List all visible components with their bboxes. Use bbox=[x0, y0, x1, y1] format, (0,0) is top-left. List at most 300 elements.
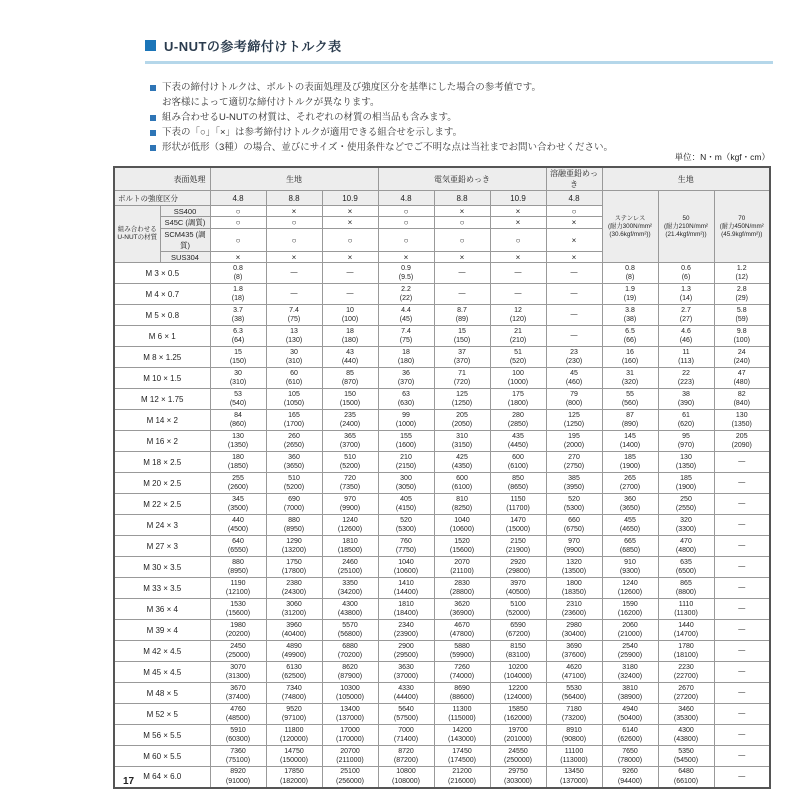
right-header-cell: ステンレス (耐力300N/mm² (30.6kgf/mm²)) bbox=[602, 191, 658, 263]
torque-cell: 2980 (30400) bbox=[546, 620, 602, 641]
table-row bbox=[114, 515, 770, 536]
size-label: M 6 × 1 bbox=[114, 326, 210, 347]
torque-cell: 2340 (23900) bbox=[378, 620, 434, 641]
torque-cell: 1410 (14400) bbox=[378, 578, 434, 599]
bullet-square-icon bbox=[150, 145, 156, 151]
compatibility-mark: × bbox=[322, 252, 378, 263]
torque-cell: — bbox=[714, 662, 770, 683]
torque-cell: 7.4 (75) bbox=[266, 305, 322, 326]
torque-cell: 1290 (13200) bbox=[266, 536, 322, 557]
compatibility-mark: ○ bbox=[434, 229, 490, 252]
torque-cell: — bbox=[490, 284, 546, 305]
size-label: M 12 × 1.75 bbox=[114, 389, 210, 410]
title-accent-square-icon bbox=[145, 40, 156, 51]
torque-cell: 1750 (17800) bbox=[266, 557, 322, 578]
torque-cell: 180 (1850) bbox=[210, 452, 266, 473]
torque-cell: 520 (5300) bbox=[546, 494, 602, 515]
torque-cell: 405 (4150) bbox=[378, 494, 434, 515]
torque-cell: 3670 (37400) bbox=[210, 683, 266, 704]
torque-cell: 7650 (78000) bbox=[602, 746, 658, 767]
torque-cell: — bbox=[714, 557, 770, 578]
header-row-surface bbox=[114, 167, 770, 191]
torque-cell: 30 (310) bbox=[266, 347, 322, 368]
table-row bbox=[114, 368, 770, 389]
torque-cell: 600 (6100) bbox=[434, 473, 490, 494]
torque-cell: 1530 (15600) bbox=[210, 599, 266, 620]
torque-cell: 36 (370) bbox=[378, 368, 434, 389]
size-label: M 16 × 2 bbox=[114, 431, 210, 452]
torque-table bbox=[113, 166, 771, 789]
torque-cell: 5530 (56400) bbox=[546, 683, 602, 704]
torque-cell: 3180 (32400) bbox=[602, 662, 658, 683]
torque-cell: 29750 (303000) bbox=[490, 767, 546, 788]
torque-cell: 5.8 (59) bbox=[714, 305, 770, 326]
surface-group-label: 電気亜鉛めっき bbox=[378, 167, 546, 191]
torque-cell: 0.9 (9.5) bbox=[378, 263, 434, 284]
torque-cell: 3970 (40500) bbox=[490, 578, 546, 599]
torque-cell: 16 (160) bbox=[602, 347, 658, 368]
torque-cell: 20700 (211000) bbox=[322, 746, 378, 767]
size-label: M 20 × 2.5 bbox=[114, 473, 210, 494]
size-label: M 27 × 3 bbox=[114, 536, 210, 557]
torque-cell: 7180 (73200) bbox=[546, 704, 602, 725]
torque-cell: 2.7 (27) bbox=[658, 305, 714, 326]
torque-cell: 0.8 (8) bbox=[602, 263, 658, 284]
torque-cell: 720 (7350) bbox=[322, 473, 378, 494]
torque-cell: 63 (630) bbox=[378, 389, 434, 410]
table-row bbox=[114, 284, 770, 305]
right-header-cell: 70 (耐力450N/mm² (45.9kgf/mm²)) bbox=[714, 191, 770, 263]
torque-cell: 4330 (44400) bbox=[378, 683, 434, 704]
strength-class-label: 8.8 bbox=[434, 191, 490, 206]
torque-cell: 850 (8650) bbox=[490, 473, 546, 494]
torque-cell: 3690 (37600) bbox=[546, 641, 602, 662]
torque-cell: 1810 (18500) bbox=[322, 536, 378, 557]
torque-cell: 265 (2700) bbox=[602, 473, 658, 494]
torque-cell: 23 (230) bbox=[546, 347, 602, 368]
size-label: M 48 × 5 bbox=[114, 683, 210, 704]
torque-cell: 1440 (14700) bbox=[658, 620, 714, 641]
torque-cell: 3070 (31300) bbox=[210, 662, 266, 683]
torque-cell: 8920 (91000) bbox=[210, 767, 266, 788]
torque-cell: 15 (150) bbox=[210, 347, 266, 368]
compatibility-mark: ○ bbox=[434, 217, 490, 229]
torque-cell: 1190 (12100) bbox=[210, 578, 266, 599]
torque-cell: 13 (130) bbox=[266, 326, 322, 347]
torque-cell: 5570 (56800) bbox=[322, 620, 378, 641]
size-label: M 5 × 0.8 bbox=[114, 305, 210, 326]
table-row bbox=[114, 620, 770, 641]
torque-cell: 8910 (90800) bbox=[546, 725, 602, 746]
page-number: 17 bbox=[123, 776, 135, 787]
torque-cell: 2.2 (22) bbox=[378, 284, 434, 305]
torque-cell: 2670 (27200) bbox=[658, 683, 714, 704]
torque-cell: 345 (3500) bbox=[210, 494, 266, 515]
table-row bbox=[114, 473, 770, 494]
note-line bbox=[150, 80, 613, 95]
torque-cell: 2060 (21000) bbox=[602, 620, 658, 641]
torque-cell: 12 (120) bbox=[490, 305, 546, 326]
torque-cell: 3350 (34200) bbox=[322, 578, 378, 599]
table-row bbox=[114, 704, 770, 725]
size-label: M 22 × 2.5 bbox=[114, 494, 210, 515]
torque-cell: 520 (5300) bbox=[378, 515, 434, 536]
torque-cell: 880 (8950) bbox=[210, 557, 266, 578]
torque-cell: 125 (1250) bbox=[434, 389, 490, 410]
surface-group-label: 溶融亜鉛めっき bbox=[546, 167, 602, 191]
torque-cell: — bbox=[266, 263, 322, 284]
torque-cell: 1470 (15000) bbox=[490, 515, 546, 536]
table-row bbox=[114, 389, 770, 410]
table-row bbox=[114, 326, 770, 347]
torque-cell: 970 (9900) bbox=[546, 536, 602, 557]
torque-cell: 165 (1700) bbox=[266, 410, 322, 431]
torque-cell: 47 (480) bbox=[714, 368, 770, 389]
material-name: SS400 bbox=[160, 206, 210, 217]
strength-class-label: 8.8 bbox=[266, 191, 322, 206]
torque-cell: 8720 (87200) bbox=[378, 746, 434, 767]
torque-cell: 1240 (12600) bbox=[602, 578, 658, 599]
torque-cell: 31 (320) bbox=[602, 368, 658, 389]
note-text: 形状が低形（3種）の場合、並びにサイズ・使用条件などでご不明な点は当社までお問い合わせください。 bbox=[162, 142, 614, 153]
torque-cell: 130 (1350) bbox=[714, 410, 770, 431]
torque-cell: 130 (1350) bbox=[658, 452, 714, 473]
torque-cell: 910 (9300) bbox=[602, 557, 658, 578]
torque-cell: 4620 (47100) bbox=[546, 662, 602, 683]
torque-cell: 60 (610) bbox=[266, 368, 322, 389]
compatibility-mark: ○ bbox=[210, 229, 266, 252]
torque-cell: 82 (840) bbox=[714, 389, 770, 410]
material-group-label: 組み合わせる U-NUTの材質 bbox=[114, 206, 160, 263]
torque-cell: — bbox=[434, 284, 490, 305]
torque-cell: 18 (180) bbox=[378, 347, 434, 368]
unit-note: 単位：N・m（kgf・cm） bbox=[674, 152, 770, 162]
strength-class-label: 10.9 bbox=[490, 191, 546, 206]
torque-cell: 1520 (15600) bbox=[434, 536, 490, 557]
torque-cell: 30 (310) bbox=[210, 368, 266, 389]
compatibility-mark: × bbox=[490, 206, 546, 217]
torque-cell: 37 (370) bbox=[434, 347, 490, 368]
torque-cell: 25100 (256000) bbox=[322, 767, 378, 788]
torque-cell: 640 (6550) bbox=[210, 536, 266, 557]
size-label: M 42 × 4.5 bbox=[114, 641, 210, 662]
table-row bbox=[114, 641, 770, 662]
torque-cell: 1780 (18100) bbox=[658, 641, 714, 662]
torque-cell: 11300 (115000) bbox=[434, 704, 490, 725]
material-name: SCM435 (調質) bbox=[160, 229, 210, 252]
table-row bbox=[114, 431, 770, 452]
surface-group-label: 生地 bbox=[210, 167, 378, 191]
torque-cell: 150 (1500) bbox=[322, 389, 378, 410]
torque-cell: 425 (4350) bbox=[434, 452, 490, 473]
material-name: SUS304 bbox=[160, 252, 210, 263]
torque-cell: 5910 (60300) bbox=[210, 725, 266, 746]
torque-cell: 205 (2050) bbox=[434, 410, 490, 431]
torque-cell: 8690 (88600) bbox=[434, 683, 490, 704]
torque-cell: 14750 (150000) bbox=[266, 746, 322, 767]
note-line bbox=[162, 95, 613, 110]
torque-cell: 99 (1000) bbox=[378, 410, 434, 431]
torque-cell: 760 (7750) bbox=[378, 536, 434, 557]
torque-cell: 10200 (104000) bbox=[490, 662, 546, 683]
torque-cell: — bbox=[322, 263, 378, 284]
torque-cell: 280 (2850) bbox=[490, 410, 546, 431]
size-label: M 60 × 5.5 bbox=[114, 746, 210, 767]
torque-cell: 440 (4500) bbox=[210, 515, 266, 536]
torque-cell: 22 (223) bbox=[658, 368, 714, 389]
torque-cell: — bbox=[714, 620, 770, 641]
table-row bbox=[114, 599, 770, 620]
compatibility-mark: ○ bbox=[378, 217, 434, 229]
torque-cell: 55 (560) bbox=[602, 389, 658, 410]
torque-cell: 9260 (94400) bbox=[602, 767, 658, 788]
torque-cell: 3960 (40400) bbox=[266, 620, 322, 641]
torque-cell: 3.8 (38) bbox=[602, 305, 658, 326]
torque-cell: 8.7 (89) bbox=[434, 305, 490, 326]
torque-cell: — bbox=[434, 263, 490, 284]
compatibility-mark: ○ bbox=[378, 229, 434, 252]
torque-cell: 51 (520) bbox=[490, 347, 546, 368]
torque-cell: 175 (1800) bbox=[490, 389, 546, 410]
torque-cell: 365 (3700) bbox=[322, 431, 378, 452]
torque-cell: 95 (970) bbox=[658, 431, 714, 452]
size-label: M 30 × 3.5 bbox=[114, 557, 210, 578]
torque-cell: 14200 (143000) bbox=[434, 725, 490, 746]
note-line bbox=[150, 140, 613, 155]
torque-cell: 43 (440) bbox=[322, 347, 378, 368]
torque-cell: 435 (4450) bbox=[490, 431, 546, 452]
torque-cell: 17850 (182000) bbox=[266, 767, 322, 788]
torque-cell: 970 (9900) bbox=[322, 494, 378, 515]
compatibility-mark: × bbox=[546, 252, 602, 263]
strength-class-label: 10.9 bbox=[322, 191, 378, 206]
compatibility-mark: ○ bbox=[266, 217, 322, 229]
torque-cell: 4760 (48500) bbox=[210, 704, 266, 725]
torque-cell: 2150 (21900) bbox=[490, 536, 546, 557]
torque-cell: 4890 (49900) bbox=[266, 641, 322, 662]
torque-cell: 7000 (71400) bbox=[378, 725, 434, 746]
torque-cell: 2230 (22700) bbox=[658, 662, 714, 683]
torque-cell: 9.8 (100) bbox=[714, 326, 770, 347]
page-title: U-NUTの参考締付けトルク表 bbox=[164, 39, 342, 54]
torque-cell: 79 (800) bbox=[546, 389, 602, 410]
table-row bbox=[114, 683, 770, 704]
table-row bbox=[114, 746, 770, 767]
torque-cell: 2460 (25100) bbox=[322, 557, 378, 578]
torque-cell: — bbox=[714, 452, 770, 473]
torque-cell: 10 (100) bbox=[322, 305, 378, 326]
torque-cell: 2920 (29800) bbox=[490, 557, 546, 578]
torque-cell: 205 (2090) bbox=[714, 431, 770, 452]
torque-cell: 6.3 (64) bbox=[210, 326, 266, 347]
size-label: M 8 × 1.25 bbox=[114, 347, 210, 368]
torque-cell: — bbox=[714, 767, 770, 788]
torque-cell: 84 (860) bbox=[210, 410, 266, 431]
torque-cell: 310 (3150) bbox=[434, 431, 490, 452]
table-row bbox=[114, 536, 770, 557]
torque-cell: 2310 (23600) bbox=[546, 599, 602, 620]
bullet-square-icon bbox=[150, 130, 156, 136]
compatibility-mark: × bbox=[378, 252, 434, 263]
torque-cell: 635 (6500) bbox=[658, 557, 714, 578]
surface-group-label: 生地 bbox=[602, 167, 770, 191]
table-row bbox=[114, 725, 770, 746]
torque-cell: 4300 (43800) bbox=[322, 599, 378, 620]
torque-cell: 11100 (113000) bbox=[546, 746, 602, 767]
torque-cell: 2380 (24300) bbox=[266, 578, 322, 599]
torque-cell: 6590 (67200) bbox=[490, 620, 546, 641]
header-row-strength bbox=[114, 191, 770, 206]
torque-cell: 1.9 (19) bbox=[602, 284, 658, 305]
torque-cell: 1320 (13500) bbox=[546, 557, 602, 578]
size-label: M 24 × 3 bbox=[114, 515, 210, 536]
torque-cell: 3630 (37000) bbox=[378, 662, 434, 683]
torque-cell: 3060 (31200) bbox=[266, 599, 322, 620]
torque-cell: 510 (5200) bbox=[266, 473, 322, 494]
compatibility-mark: ○ bbox=[266, 229, 322, 252]
torque-cell: 15850 (162000) bbox=[490, 704, 546, 725]
torque-cell: 8150 (83100) bbox=[490, 641, 546, 662]
torque-cell: 4670 (47800) bbox=[434, 620, 490, 641]
torque-cell: 3620 (36900) bbox=[434, 599, 490, 620]
size-label: M 52 × 5 bbox=[114, 704, 210, 725]
bullet-square-icon bbox=[150, 115, 156, 121]
torque-cell: 270 (2750) bbox=[546, 452, 602, 473]
torque-cell: 470 (4800) bbox=[658, 536, 714, 557]
compatibility-mark: × bbox=[266, 252, 322, 263]
torque-cell: — bbox=[266, 284, 322, 305]
torque-cell: — bbox=[714, 704, 770, 725]
page-title-bar bbox=[145, 36, 773, 64]
torque-cell: 810 (8250) bbox=[434, 494, 490, 515]
table-row bbox=[114, 452, 770, 473]
size-label: M 10 × 1.5 bbox=[114, 368, 210, 389]
torque-cell: 1040 (10600) bbox=[378, 557, 434, 578]
torque-cell: 7360 (75100) bbox=[210, 746, 266, 767]
compatibility-mark: × bbox=[434, 206, 490, 217]
torque-cell: 260 (2650) bbox=[266, 431, 322, 452]
size-label: M 14 × 2 bbox=[114, 410, 210, 431]
torque-cell: — bbox=[714, 599, 770, 620]
torque-cell: 21 (210) bbox=[490, 326, 546, 347]
note-line bbox=[150, 125, 613, 140]
torque-cell: 6.5 (66) bbox=[602, 326, 658, 347]
table-row bbox=[114, 410, 770, 431]
strength-class-label: 4.8 bbox=[210, 191, 266, 206]
torque-cell: 21200 (216000) bbox=[434, 767, 490, 788]
compatibility-mark: × bbox=[266, 206, 322, 217]
torque-cell: — bbox=[714, 536, 770, 557]
compatibility-mark: ○ bbox=[490, 229, 546, 252]
torque-cell: 145 (1400) bbox=[602, 431, 658, 452]
torque-cell: — bbox=[714, 473, 770, 494]
torque-cell: 455 (4650) bbox=[602, 515, 658, 536]
torque-cell: 11800 (120000) bbox=[266, 725, 322, 746]
torque-cell: 24 (240) bbox=[714, 347, 770, 368]
torque-cell: 880 (8950) bbox=[266, 515, 322, 536]
bullet-square-icon bbox=[150, 85, 156, 91]
torque-cell: 2540 (25900) bbox=[602, 641, 658, 662]
torque-cell: — bbox=[714, 578, 770, 599]
torque-cell: 195 (2000) bbox=[546, 431, 602, 452]
torque-cell: 1.3 (14) bbox=[658, 284, 714, 305]
torque-cell: 510 (5200) bbox=[322, 452, 378, 473]
note-text: お客様によって適切な締付けトルクが異なります。 bbox=[162, 97, 380, 108]
torque-cell: 125 (1250) bbox=[546, 410, 602, 431]
material-name: S45C (調質) bbox=[160, 217, 210, 229]
torque-cell: 1980 (20200) bbox=[210, 620, 266, 641]
torque-cell: 1800 (18350) bbox=[546, 578, 602, 599]
torque-cell: 185 (1900) bbox=[658, 473, 714, 494]
torque-cell: 1.2 (12) bbox=[714, 263, 770, 284]
compatibility-mark: × bbox=[210, 252, 266, 263]
torque-cell: 7340 (74800) bbox=[266, 683, 322, 704]
table-row bbox=[114, 347, 770, 368]
torque-cell: 85 (870) bbox=[322, 368, 378, 389]
torque-cell: 4300 (43800) bbox=[658, 725, 714, 746]
table-row bbox=[114, 578, 770, 599]
torque-cell: 185 (1900) bbox=[602, 452, 658, 473]
torque-cell: 4940 (50400) bbox=[602, 704, 658, 725]
torque-cell: 0.8 (8) bbox=[210, 263, 266, 284]
torque-cell: 6480 (66100) bbox=[658, 767, 714, 788]
torque-cell: 2900 (29500) bbox=[378, 641, 434, 662]
torque-cell: 235 (2400) bbox=[322, 410, 378, 431]
compatibility-mark: × bbox=[546, 229, 602, 252]
torque-cell: 0.6 (6) bbox=[658, 263, 714, 284]
table-row bbox=[114, 557, 770, 578]
torque-cell: 12200 (124000) bbox=[490, 683, 546, 704]
note-text: 下表の「○」「×」は参考締付けトルクが適用できる組合せを示します。 bbox=[162, 127, 463, 138]
compatibility-mark: ○ bbox=[322, 229, 378, 252]
torque-cell: 6880 (70200) bbox=[322, 641, 378, 662]
size-label: M 64 × 6.0 bbox=[114, 767, 210, 788]
torque-cell: 320 (3300) bbox=[658, 515, 714, 536]
torque-cell: 15 (150) bbox=[434, 326, 490, 347]
torque-cell: 130 (1350) bbox=[210, 431, 266, 452]
size-label: M 3 × 0.5 bbox=[114, 263, 210, 284]
size-label: M 33 × 3.5 bbox=[114, 578, 210, 599]
torque-cell: 17000 (170000) bbox=[322, 725, 378, 746]
torque-cell: 17450 (174500) bbox=[434, 746, 490, 767]
torque-cell: — bbox=[546, 305, 602, 326]
torque-cell: 105 (1050) bbox=[266, 389, 322, 410]
size-label: M 45 × 4.5 bbox=[114, 662, 210, 683]
torque-cell: 9520 (97100) bbox=[266, 704, 322, 725]
torque-cell: 8620 (87900) bbox=[322, 662, 378, 683]
torque-cell: 360 (3650) bbox=[602, 494, 658, 515]
torque-cell: 7260 (74000) bbox=[434, 662, 490, 683]
torque-cell: 5880 (59900) bbox=[434, 641, 490, 662]
torque-cell: 5640 (57500) bbox=[378, 704, 434, 725]
torque-cell: 865 (8800) bbox=[658, 578, 714, 599]
strength-class-label: 4.8 bbox=[378, 191, 434, 206]
torque-cell: — bbox=[714, 641, 770, 662]
notes-list bbox=[150, 80, 613, 155]
torque-cell: — bbox=[546, 326, 602, 347]
torque-cell: 2.8 (29) bbox=[714, 284, 770, 305]
torque-cell: — bbox=[714, 683, 770, 704]
torque-cell: — bbox=[322, 284, 378, 305]
torque-cell: 3.7 (38) bbox=[210, 305, 266, 326]
torque-cell: 4.4 (45) bbox=[378, 305, 434, 326]
compatibility-mark: ○ bbox=[210, 206, 266, 217]
table-row bbox=[114, 305, 770, 326]
torque-cell: 255 (2600) bbox=[210, 473, 266, 494]
corner-surface-label: 表面処理 bbox=[114, 167, 210, 191]
size-label: M 39 × 4 bbox=[114, 620, 210, 641]
compatibility-mark: × bbox=[322, 206, 378, 217]
